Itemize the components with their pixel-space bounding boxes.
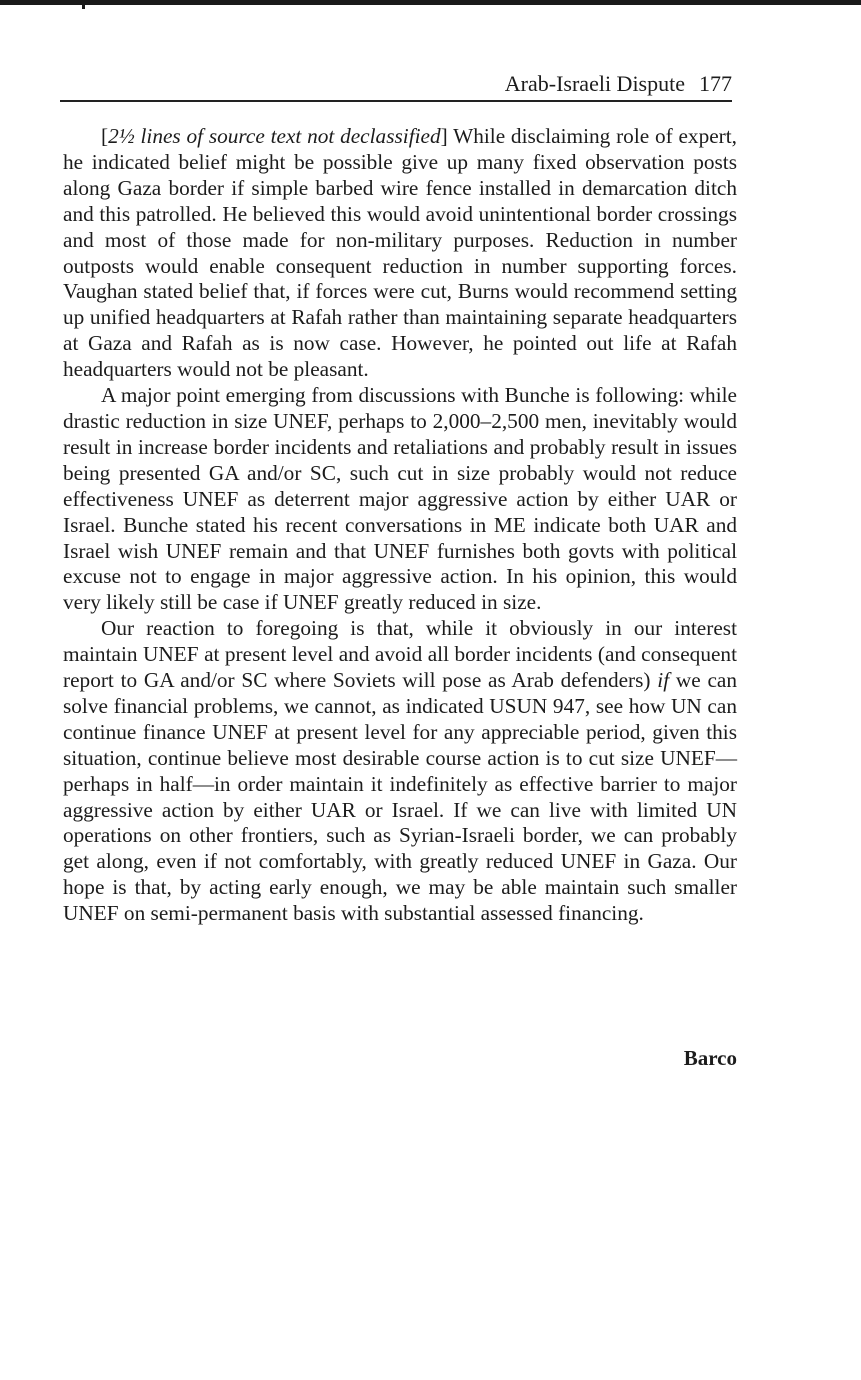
- paragraph-2: A major point emerging from discussions with Bunche is following: while drastic reduction in size UNEF, perhaps to 2,000–2,500 men, inevitably would result in increase border incidents and retaliations and probably result in issues being presented GA and/or SC, such cut in size probably would not reduce effectiveness UNEF as deterrent major aggressive action by either UAR or Israel. Bunche stated his recent conversations in ME indicate both UAR and Israel wish UNEF remain and that UNEF furnishes both govts with political excuse not to engage in major aggressive action. In his opinion, this would very likely still be case if UNEF greatly reduced in size.: [63, 383, 737, 615]
- running-title: Arab-Israeli Dispute: [504, 71, 685, 96]
- emphasis-if: if: [657, 668, 670, 693]
- page-number: 177: [699, 71, 732, 96]
- paragraph-3-text-after: we can solve financial problems, we cannot, as indicated USUN 947, see how UN can continue finance UNEF at present level for any appreciable period, given this situation, continue believe most desirable course action is to cut size UNEF—perhaps in half—in order maintain it indefinitely as effective barrier to major aggressive action by either UAR or Israel. If we can live with limited UN operations on other frontiers, such as Syrian-Israeli border, we can probably get along, even if not comfortably, with greatly reduced UNEF in Gaza. Our hope is that, by acting early enough, we may be able maintain such smaller UNEF on semi-permanent basis with substantial assessed financing.: [63, 668, 737, 926]
- scan-top-border: [0, 0, 861, 5]
- declassification-note: 2½ lines of source text not declassified: [108, 124, 441, 148]
- scan-edge-mark: [82, 0, 85, 9]
- signature: Barco: [683, 1046, 737, 1070]
- bracket-open: [: [101, 124, 109, 148]
- paragraph-3: [63, 616, 737, 927]
- paragraph-1: [63, 124, 737, 383]
- running-head: [505, 71, 732, 97]
- paragraph-3-text-before: Our reaction to foregoing is that, while it obviously in our interest maintain UNEF at present level and avoid all border incidents (and consequent report to GA and/or SC where Soviets will pose as Arab defenders): [63, 616, 737, 693]
- page-header: [60, 70, 732, 102]
- paragraph-1-text: While disclaiming role of expert, he indicated belief might be possible give up many fixed observation posts along Gaza border if simple barbed wire fence installed in demarcation ditch and this patrolled. He believed this would avoid unintentional border crossings and most of those made for non-military purposes. Reduction in number outposts would enable consequent reduction in number supporting forces. Vaughan stated belief that, if forces were cut, Burns would recommend setting up unified headquarters at Rafah rather than maintaining separate headquarters at Gaza and Rafah as is now case. However, he pointed out life at Rafah headquarters would not be pleasant.: [63, 124, 738, 382]
- bracket-close: ]: [440, 124, 448, 148]
- document-body: [63, 124, 737, 927]
